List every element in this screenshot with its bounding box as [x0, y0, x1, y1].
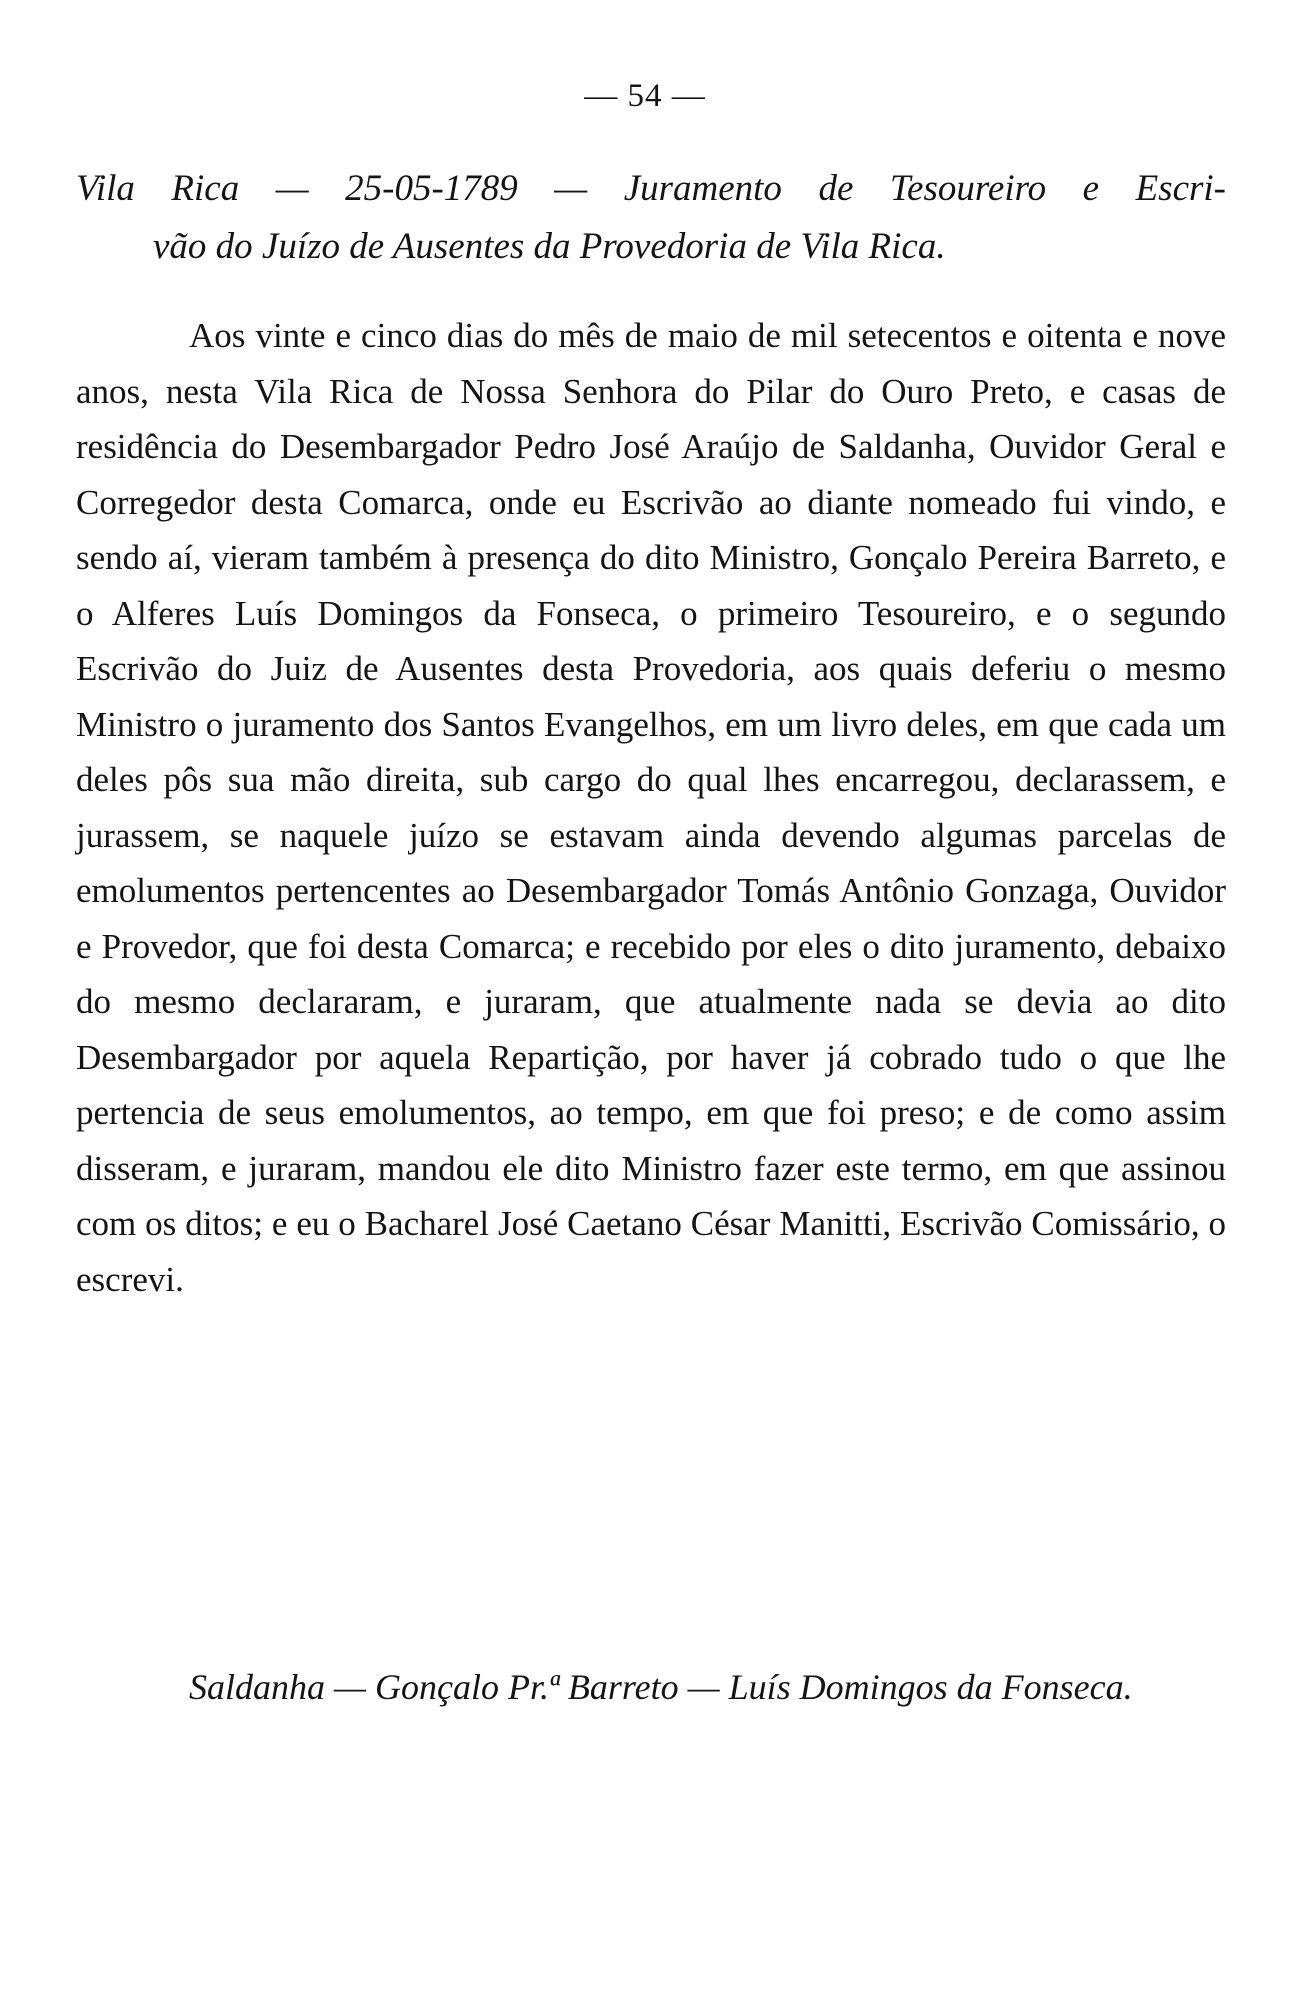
heading-line-2: vão do Juízo de Ausentes da Provedoria de Vila Rica. — [153, 226, 946, 267]
signatures: Saldanha — Gonçalo Pr.ª Barreto — Luís Domingos da Fonseca. — [189, 1667, 1133, 1707]
document-heading — [76, 160, 1226, 276]
body-paragraph: Aos vinte e cinco dias do mês de maio de mil setecentos e oitenta e nove anos, nesta Vila Rica de Nossa Senhora do Pilar do Ouro Preto, e casas de residência do Desembargador Pedro José Araújo de Saldanha, Ouvidor Geral e Corregedor desta Comarca, onde eu Escrivão ao diante nomeado fui vindo, e sendo aí, vieram também à presença do dito Ministro, Gonçalo Pereira Barreto, e o Alferes Luís Domingos da Fonseca, o primeiro Tesoureiro, e o segundo Escrivão do Juiz de Ausentes desta Provedoria, aos quais deferiu o mesmo Ministro o juramento dos Santos Evangelhos, em um livro deles, em que cada um deles pôs sua mão direita, sub cargo do qual lhes encarregou, declarassem, e jurassem, se naquele juízo se estavam ainda devendo algumas parcelas de emolumentos pertencentes ao Desembargador Tomás Antônio Gonzaga, Ouvidor e Provedor, que foi desta Comarca; e recebido por eles o dito juramento, debaixo do mesmo declararam, e juraram, que atualmente nada se devia ao dito Desembargador por aquela Repartição, por haver já cobrado tudo o que lhe pertencia de seus emolumentos, ao tempo, em que foi preso; e de como assim disseram, e juraram, mandou ele dito Ministro fazer este termo, em que assinou com os ditos; e eu o Bacharel José Caetano César Manitti, Escrivão Comissário, o escrevi. — [76, 316, 1226, 1299]
heading-line-1: Vila Rica — 25-05-1789 — Juramento de Tesoureiro e Escri- — [76, 168, 1226, 209]
page-number: — 54 — — [584, 78, 706, 114]
